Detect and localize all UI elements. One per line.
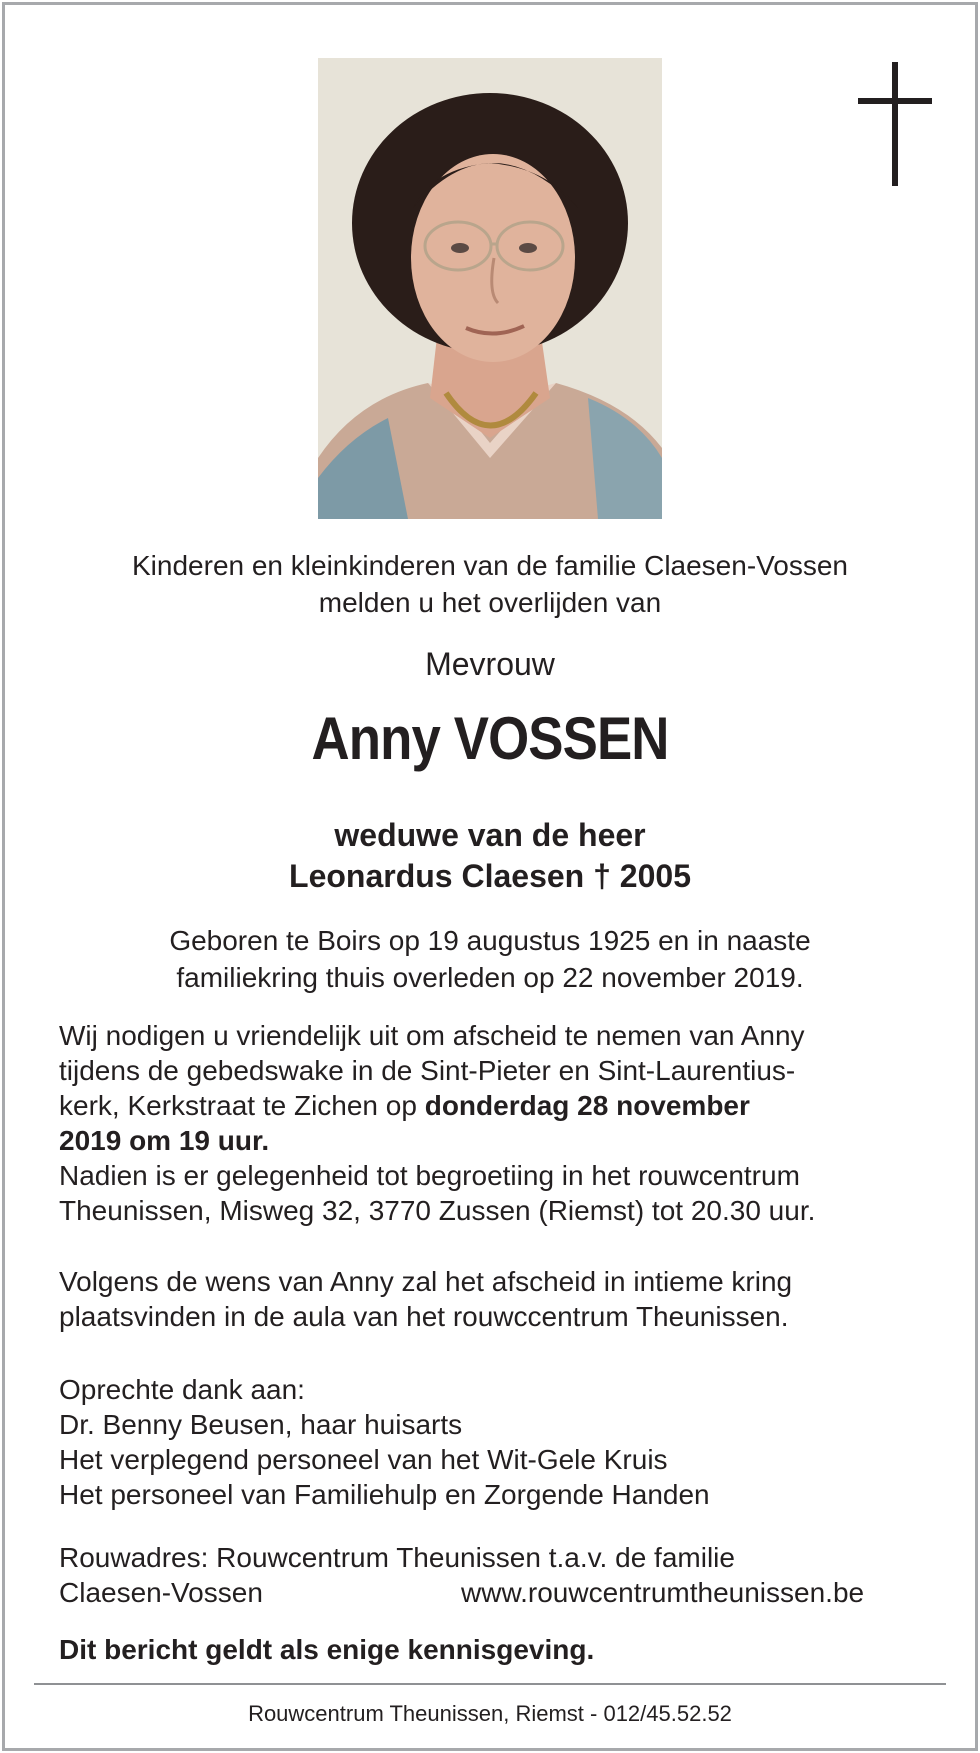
mourning-address bbox=[59, 1540, 939, 1610]
intro-line-2: melden u het overlijden van bbox=[318, 587, 662, 618]
born-line-1: Geboren te Boirs op 19 augustus 1925 en in naaste bbox=[169, 925, 811, 956]
cross-icon bbox=[858, 62, 932, 186]
thanks-item: Het verplegend personeel van het Wit-Gele Kruis bbox=[59, 1444, 668, 1475]
birth-death-info bbox=[0, 922, 980, 996]
invite-line-5: Nadien is er gelegenheid tot begroetiing in het rouwcentrum bbox=[59, 1160, 800, 1191]
website-link[interactable]: www.rouwcentrumtheunissen.be bbox=[461, 1577, 865, 1608]
thanks-item: Het personeel van Familiehulp en Zorgende Handen bbox=[59, 1479, 710, 1510]
notice-statement: Dit bericht geldt als enige kennisgeving. bbox=[59, 1634, 595, 1665]
thanks-item: Dr. Benny Beusen, haar huisarts bbox=[59, 1409, 463, 1440]
born-line-2: familiekring thuis overleden op 22 november 2019. bbox=[176, 962, 804, 993]
service-date: donderdag 28 november bbox=[424, 1090, 750, 1121]
invite-line-1: Wij nodigen u vriendelijk uit om afscheid te nemen van Anny bbox=[59, 1020, 805, 1051]
invite-line-3 bbox=[59, 1088, 939, 1123]
intro-line-1: Kinderen en kleinkinderen van de familie Claesen-Vossen bbox=[132, 550, 848, 581]
thanks-heading: Oprechte dank aan: bbox=[59, 1374, 305, 1405]
address-line-2: Claesen-Vossen bbox=[59, 1577, 263, 1608]
service-time: 2019 om 19 uur. bbox=[59, 1125, 270, 1156]
wish-paragraph bbox=[59, 1264, 939, 1334]
footer-contact: Rouwcentrum Theunissen, Riemst - 012/45.52.52 bbox=[248, 1701, 732, 1726]
thanks-section bbox=[59, 1372, 939, 1512]
widow-line-1: weduwe van de heer bbox=[334, 817, 646, 853]
widow-line-2: Leonardus Claesen † 2005 bbox=[289, 858, 691, 894]
deceased-name: Anny VOSSEN bbox=[311, 705, 669, 772]
widow-info bbox=[0, 815, 980, 897]
wish-line-2: plaatsvinden in de aula van het rouwccentrum Theunissen. bbox=[59, 1301, 789, 1332]
invitation-paragraph bbox=[59, 1018, 939, 1228]
intro-text bbox=[0, 547, 980, 621]
divider bbox=[34, 1683, 946, 1685]
invite-line-6: Theunissen, Misweg 32, 3770 Zussen (Riemst) tot 20.30 uur. bbox=[59, 1195, 816, 1226]
invite-line-3-plain: kerk, Kerkstraat te Zichen op bbox=[59, 1090, 425, 1121]
address-line-1: Rouwadres: Rouwcentrum Theunissen t.a.v. de familie bbox=[59, 1542, 735, 1573]
honorific: Mevrouw bbox=[425, 646, 555, 682]
invite-line-2: tijdens de gebedswake in de Sint-Pieter en Sint-Laurentius- bbox=[59, 1055, 796, 1086]
wish-line-1: Volgens de wens van Anny zal het afscheid in intieme kring bbox=[59, 1266, 793, 1297]
portrait-photo bbox=[318, 58, 662, 519]
